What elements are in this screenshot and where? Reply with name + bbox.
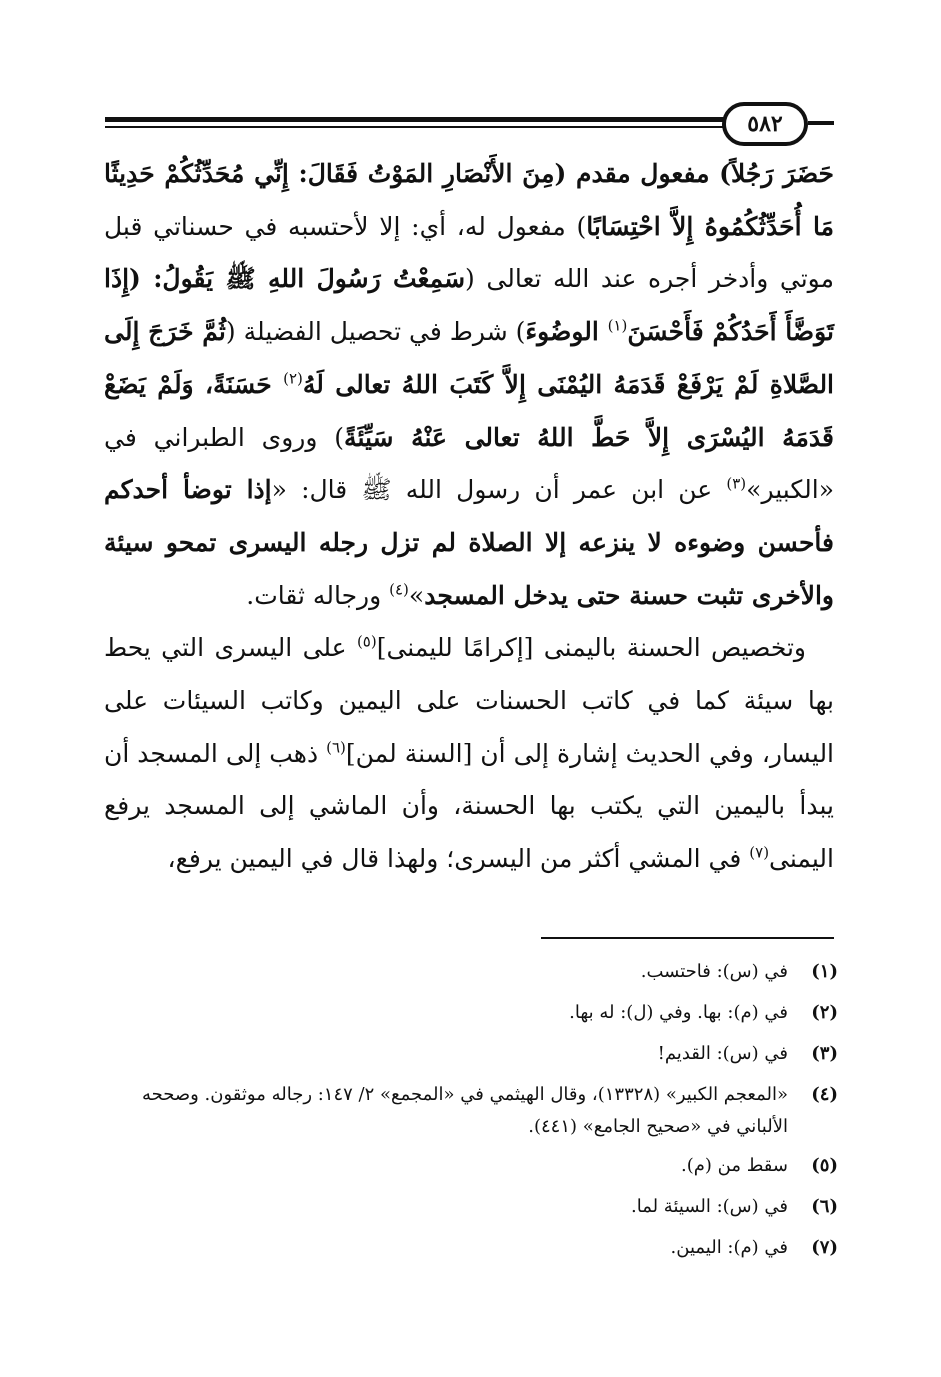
footnote-ref: (٢): [283, 369, 303, 388]
quoted-text: إِنِّي مُحَدِّثُكُمْ حَدِيثًا مَا أُحَدِّثُكُمُوهُ إِلاَّ احْتِسَابًا: [104, 159, 834, 241]
page-number-badge: [722, 102, 808, 146]
footnote-number: (٥): [811, 1155, 838, 1176]
quoted-text: ثُمَّ خَرَجَ إِلَى الصَّلاةِ لَمْ يَرْفَعْ قَدَمَهُ اليُمْنَى إِلاَّ كَتَبَ اللهُ تعالى لَهُ: [104, 317, 835, 399]
footnote-number: (١): [811, 961, 838, 982]
quoted-text: الوضُوءَ: [525, 317, 608, 347]
footnote-item: [104, 1191, 838, 1223]
commentary-text: وتخصيص الحسنة باليمنى [إكرامًا لليمنى]: [376, 633, 806, 663]
quoted-text: حَسَنَةً، وَلَمْ يَضَعْ قَدَمَهُ اليُسْرَى إِلاَّ حَطَّ اللهُ تعالى عَنْهُ سَيِّئَةً: [104, 369, 834, 452]
footnote-number: (٧): [811, 1237, 838, 1258]
footnotes-list: [104, 956, 838, 1273]
footnote-ref: (٤): [389, 580, 409, 599]
footnote-item: [104, 997, 838, 1029]
commentary-text: ) مفعول له، أي: إلا لأحتسبه في حسناتي قبل موتي وأدخر أجره عند الله تعالى (: [104, 211, 834, 294]
footnote-text: في (س): السيئة لما.: [630, 1196, 788, 1217]
header-rule-tail: [808, 121, 834, 125]
quoted-text: إذا توضأ أحدكم فأحسن وضوءه لا ينزعه إلا الصلاة لم تزل رجله اليسرى تمحو سيئة والأخرى تثبت حسنة حتى يدخل المسجد: [104, 475, 834, 610]
commentary-text: في المشي أكثر من اليسرى؛ ولهذا قال في اليمين يرفع،: [167, 844, 750, 874]
page-number: ٥٨٢: [747, 111, 783, 137]
footnote-item: [104, 1079, 838, 1143]
commentary-text: ذهب إلى المسجد أن يبدأ باليمين التي يكتب بها الحسنة، وأن الماشي إلى المسجد يرفع اليمنى: [104, 738, 834, 874]
header-rule-thin: [105, 126, 725, 128]
footnote-text: في (س): فاحتسب.: [640, 961, 788, 982]
footnote-text: «المعجم الكبير» (١٣٣٢٨)، وقال الهيثمي في «المجمع» ٢/ ١٤٧: رجاله موثقون. وصححه الألباني في «صحيح الجامع» (٤٤١).: [141, 1084, 788, 1137]
footnote-item: [104, 956, 838, 988]
commentary-text: على اليسرى التي يحط بها سيئة كما في كاتب الحسنات على اليمين وكاتب السيئات على اليسار، وفي الحديث إشارة إلى أن [السنة لمن]: [104, 633, 835, 768]
main-text: [104, 148, 834, 886]
paragraph: [104, 148, 834, 622]
footnote-text: في (م): بها. وفي (ل): له بها.: [569, 1002, 788, 1023]
footnote-ref: (٦): [326, 738, 346, 757]
footnote-ref: (٣): [726, 474, 747, 493]
footnote-item: [104, 1150, 838, 1182]
paragraph: [104, 622, 834, 886]
quoted-text: حَضَرَ رَجُلاً) مفعول مقدم (مِنَ الأَنْصَارِ المَوْتُ فَقَالَ:: [288, 159, 835, 188]
commentary-text: »: [408, 580, 425, 610]
footnote-ref: (١): [607, 316, 628, 335]
footnote-number: (٦): [811, 1196, 838, 1217]
footnote-item: [104, 1038, 838, 1070]
quoted-text: سَمِعْتُ رَسُولَ اللهِ ﷺ يَقُولُ: (إِذَا تَوَضَّأَ أَحَدُكُمْ فَأَحْسَنَ: [104, 264, 834, 347]
commentary-text: ) شرط في تحصيل الفضيلة (: [225, 317, 526, 347]
footnote-text: في (س): القديم!: [657, 1043, 788, 1064]
footnote-ref: (٥): [356, 633, 377, 651]
footnote-number: (٢): [811, 1002, 838, 1023]
commentary-text: ) وروى الطبراني في «الكبير»: [104, 422, 834, 505]
footnote-item: [104, 1232, 838, 1264]
commentary-text: ورجاله ثقات.: [246, 580, 390, 610]
footnote-text: في (م): اليمين.: [670, 1237, 788, 1258]
footnote-text: سقط من (م).: [681, 1155, 788, 1176]
footnote-number: (٤): [811, 1084, 838, 1105]
header-rule: [105, 117, 725, 122]
footnote-separator: [541, 937, 834, 939]
footnote-ref: (٧): [749, 843, 770, 862]
footnote-number: (٣): [811, 1043, 838, 1064]
commentary-text: عن ابن عمر أن رسول الله ﷺ قال: «: [271, 475, 727, 505]
